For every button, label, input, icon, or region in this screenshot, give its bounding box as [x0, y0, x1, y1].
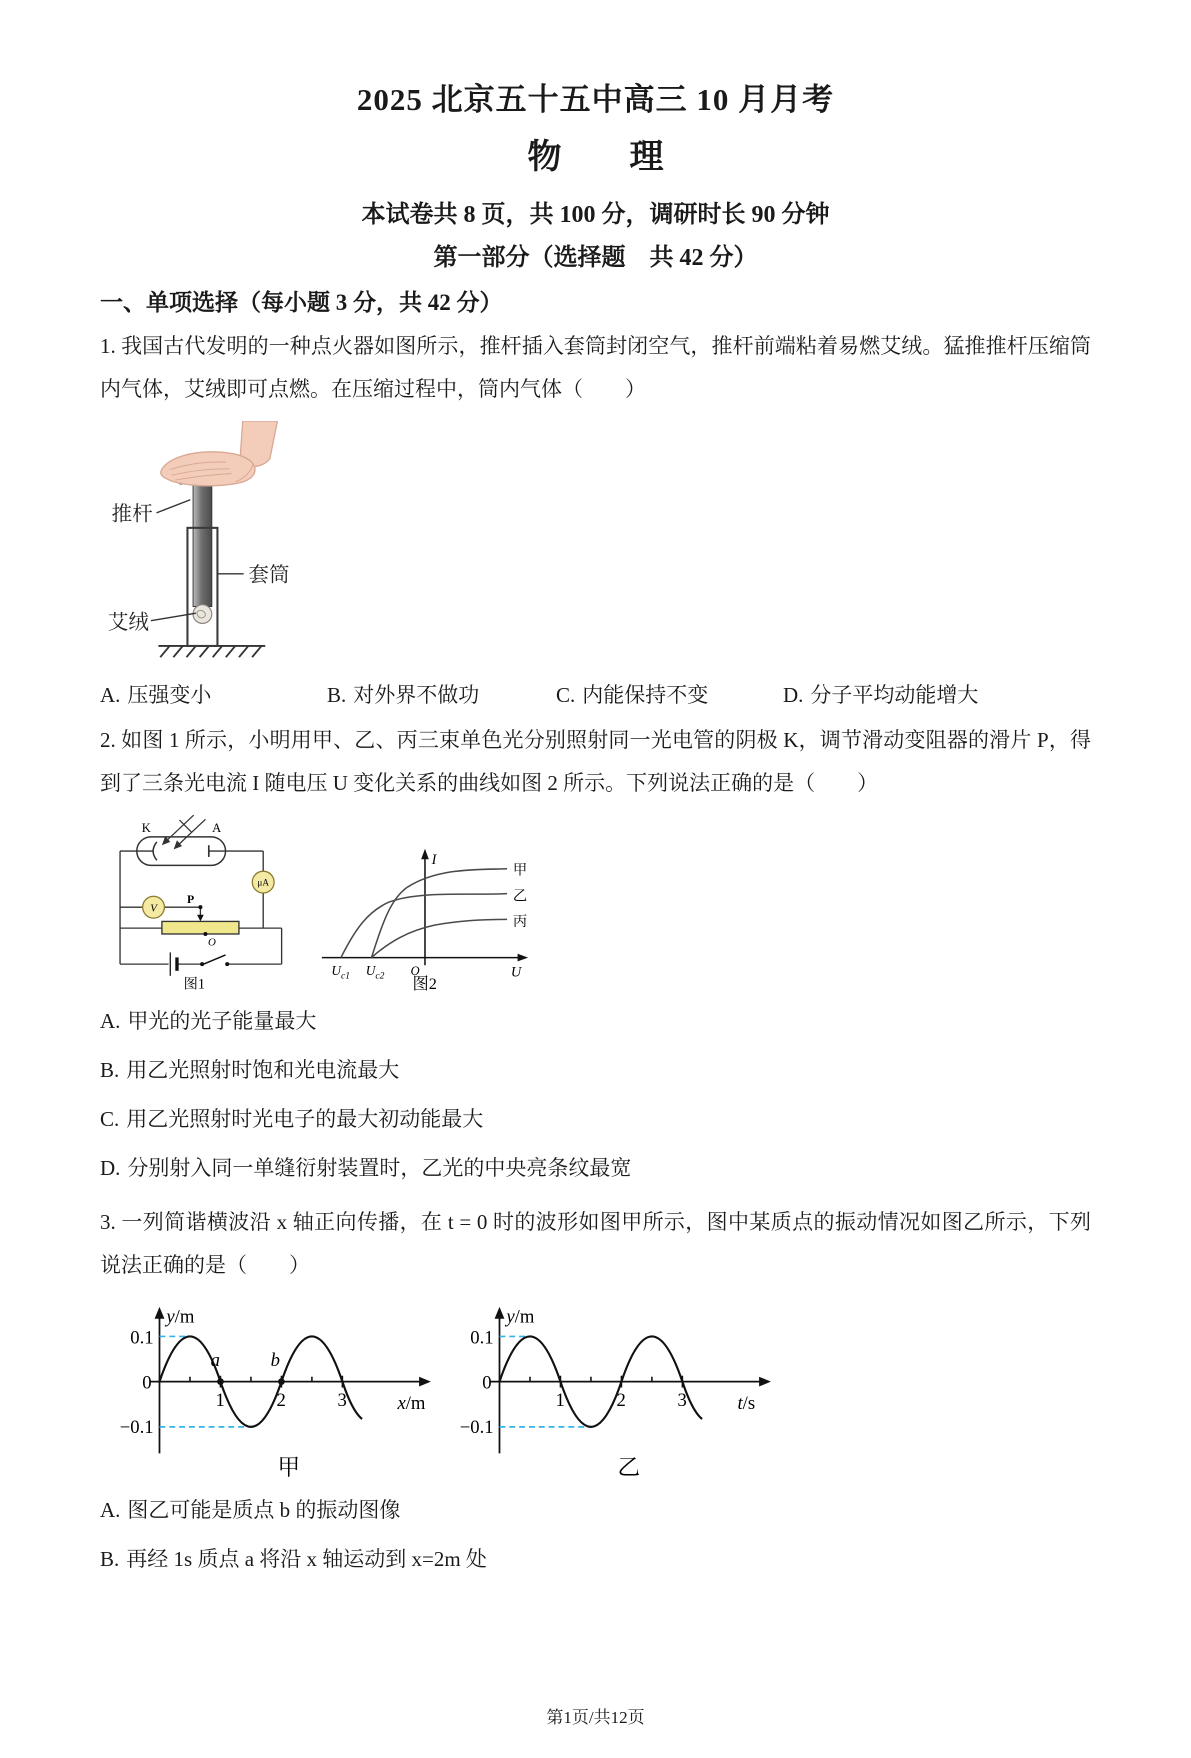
option-key: B. — [100, 1547, 120, 1572]
option-text: 分别射入同一单缝衍射装置时，乙光的中央亮条纹最宽 — [127, 1156, 632, 1181]
slider-label: P — [187, 893, 195, 907]
tick-2: 2 — [276, 1390, 286, 1412]
waveform-jia-figure — [112, 1301, 442, 1478]
point-a-dot — [217, 1379, 224, 1386]
y-axis-arrowhead — [421, 849, 429, 860]
q2-option-b — [100, 1054, 1091, 1084]
q2-option-a — [100, 1005, 1091, 1035]
y-axis-label: y/m — [166, 1306, 195, 1328]
option-key: A. — [100, 1498, 121, 1523]
iu-curves-figure — [312, 843, 537, 991]
rod-label: 推杆 — [111, 503, 153, 526]
curve-bing — [372, 920, 508, 958]
question-2-text: 2. 如图 1 所示，小明用甲、乙、丙三束单色光分别照射同一光电管的阴极 K，调节滑动变阻器的滑片 P，得到了三条光电流 I 随电压 U 变化关系的曲线如图 2 所示。下列说法正确的是（ ） — [100, 728, 1091, 796]
option-text: 用乙光照射时饱和光电流最大 — [126, 1058, 400, 1083]
tick-2: 2 — [616, 1390, 626, 1412]
origin-label: O — [410, 963, 420, 978]
y-axis-arrowhead — [155, 1307, 165, 1319]
q1-option-d — [783, 679, 1091, 709]
tinder-label: 艾绒 — [107, 612, 149, 635]
voltage-axis-label: U — [510, 964, 522, 981]
slider-arrowhead — [197, 915, 204, 922]
q1-option-b — [327, 679, 556, 709]
curve-jia-label: 甲 — [512, 862, 528, 879]
option-text: 对外界不做功 — [353, 683, 480, 708]
curve-bing-label: 丙 — [512, 914, 528, 931]
y-axis-arrowhead — [495, 1307, 505, 1319]
contact-dot — [203, 932, 207, 936]
anode-label: A — [212, 821, 222, 836]
q3-option-b — [100, 1543, 1091, 1573]
x-axis-label: t/s — [737, 1393, 756, 1415]
current-axis-label: I — [431, 852, 437, 869]
y-zero-label: 0 — [142, 1372, 152, 1394]
tick-3: 3 — [677, 1390, 687, 1412]
photoelectric-circuit-figure — [110, 815, 290, 991]
microammeter-label: μA — [257, 877, 269, 888]
fire-piston-figure — [104, 421, 329, 660]
fig2-caption: 图2 — [412, 975, 437, 992]
curve-jia — [372, 869, 508, 958]
exam-page — [100, 74, 1091, 1573]
y-min-label: −0.1 — [459, 1417, 494, 1439]
option-key: C. — [556, 683, 576, 708]
option-key: B. — [100, 1058, 120, 1083]
contact-label: O — [207, 936, 216, 949]
sleeve-label: 套筒 — [248, 564, 290, 587]
option-text: 再经 1s 质点 a 将沿 x 轴运动到 x=2m 处 — [126, 1547, 487, 1572]
x-axis-arrowhead — [518, 954, 529, 962]
option-text: 用乙光照射时光电子的最大初动能最大 — [126, 1107, 484, 1132]
y-zero-label: 0 — [482, 1372, 492, 1394]
tick-3: 3 — [337, 1390, 347, 1412]
x-axis-arrowhead — [759, 1377, 771, 1387]
option-text: 甲光的光子能量最大 — [127, 1009, 317, 1034]
y-axis-label: y/m — [506, 1306, 535, 1328]
q1-option-c — [556, 679, 783, 709]
stopping-voltage-1-label: $U_{c1}$ — [331, 962, 351, 982]
option-key: C. — [100, 1107, 120, 1132]
exam-subject: 物 理 — [527, 139, 664, 176]
point-b-dot — [278, 1379, 285, 1386]
q2-option-c — [100, 1103, 1091, 1133]
battery-symbol — [170, 953, 177, 976]
part1-header: 第一部分（选择题 共 42 分） — [433, 245, 758, 271]
option-key: D. — [100, 1156, 121, 1181]
point-b-label: b — [270, 1350, 280, 1372]
fig-yi-caption: 乙 — [617, 1455, 641, 1479]
x-axis-label: x/m — [397, 1393, 426, 1415]
q1-option-a — [100, 679, 327, 709]
question-3-options — [100, 1494, 1091, 1573]
curve-yi — [341, 894, 507, 958]
question-2-figures — [110, 815, 1091, 991]
q2-option-d — [100, 1152, 1091, 1182]
option-text: 图乙可能是质点 b 的振动图像 — [127, 1498, 401, 1523]
option-text: 内能保持不变 — [582, 683, 709, 708]
tinder-leader-line — [151, 613, 196, 620]
option-text: 压强变小 — [127, 683, 212, 708]
x-axis-arrowhead — [419, 1377, 431, 1387]
hand-illustration — [161, 421, 278, 486]
y-min-label: −0.1 — [119, 1417, 154, 1439]
question-1-text: 1. 我国古代发明的一种点火器如图所示，推杆插入套筒封闭空气，推杆前端粘着易燃艾绒。猛推推杆压缩筒内气体，艾绒即可点燃。在压缩过程中，筒内气体（ ） — [100, 334, 1091, 402]
question-3-figures — [112, 1301, 1091, 1478]
page-footer: 第1页/共12页 — [546, 1708, 645, 1727]
option-text: 分子平均动能增大 — [810, 683, 979, 708]
section1-header: 一、单项选择（每小题 3 分，共 42 分） — [100, 290, 503, 315]
option-key: A. — [100, 683, 121, 708]
tick-1: 1 — [555, 1390, 565, 1412]
push-rod — [193, 484, 212, 607]
stopping-voltage-2-label: $U_{c2}$ — [365, 962, 385, 982]
rheostat — [162, 922, 239, 935]
question-2-options — [100, 1005, 1091, 1182]
tinder-blob — [193, 605, 212, 624]
fig1-caption: 图1 — [183, 976, 206, 992]
curve-yi-label: 乙 — [512, 888, 528, 905]
vibration-yi-figure — [452, 1301, 782, 1478]
q3-option-a — [100, 1494, 1091, 1524]
tick-1: 1 — [215, 1390, 225, 1412]
y-max-label: 0.1 — [130, 1327, 154, 1349]
ground-hatching — [158, 646, 265, 657]
photocurrent-curves — [341, 869, 507, 958]
option-key: D. — [783, 683, 804, 708]
point-a-label: a — [210, 1350, 220, 1372]
rod-leader-line — [157, 500, 191, 513]
voltmeter-label: V — [150, 902, 157, 915]
slider-junction-dot — [198, 905, 202, 909]
question-3-text: 3. 一列简谐横波沿 x 轴正向传播，在 t = 0 时的波形如图甲所示，图中某质点的振动情况如图乙所示，下列说法正确的是（ ） — [100, 1210, 1091, 1278]
exam-title: 2025 北京五十五中高三 10 月月考 — [356, 82, 835, 117]
y-max-label: 0.1 — [470, 1327, 494, 1349]
paper-info: 本试卷共 8 页，共 100 分，调研时长 90 分钟 — [361, 202, 830, 228]
switch-symbol — [200, 955, 229, 966]
option-key: A. — [100, 1009, 121, 1034]
question-1-options — [100, 679, 1091, 709]
cathode-label: K — [141, 821, 151, 836]
fig-jia-caption: 甲 — [277, 1455, 301, 1479]
option-key: B. — [327, 683, 347, 708]
